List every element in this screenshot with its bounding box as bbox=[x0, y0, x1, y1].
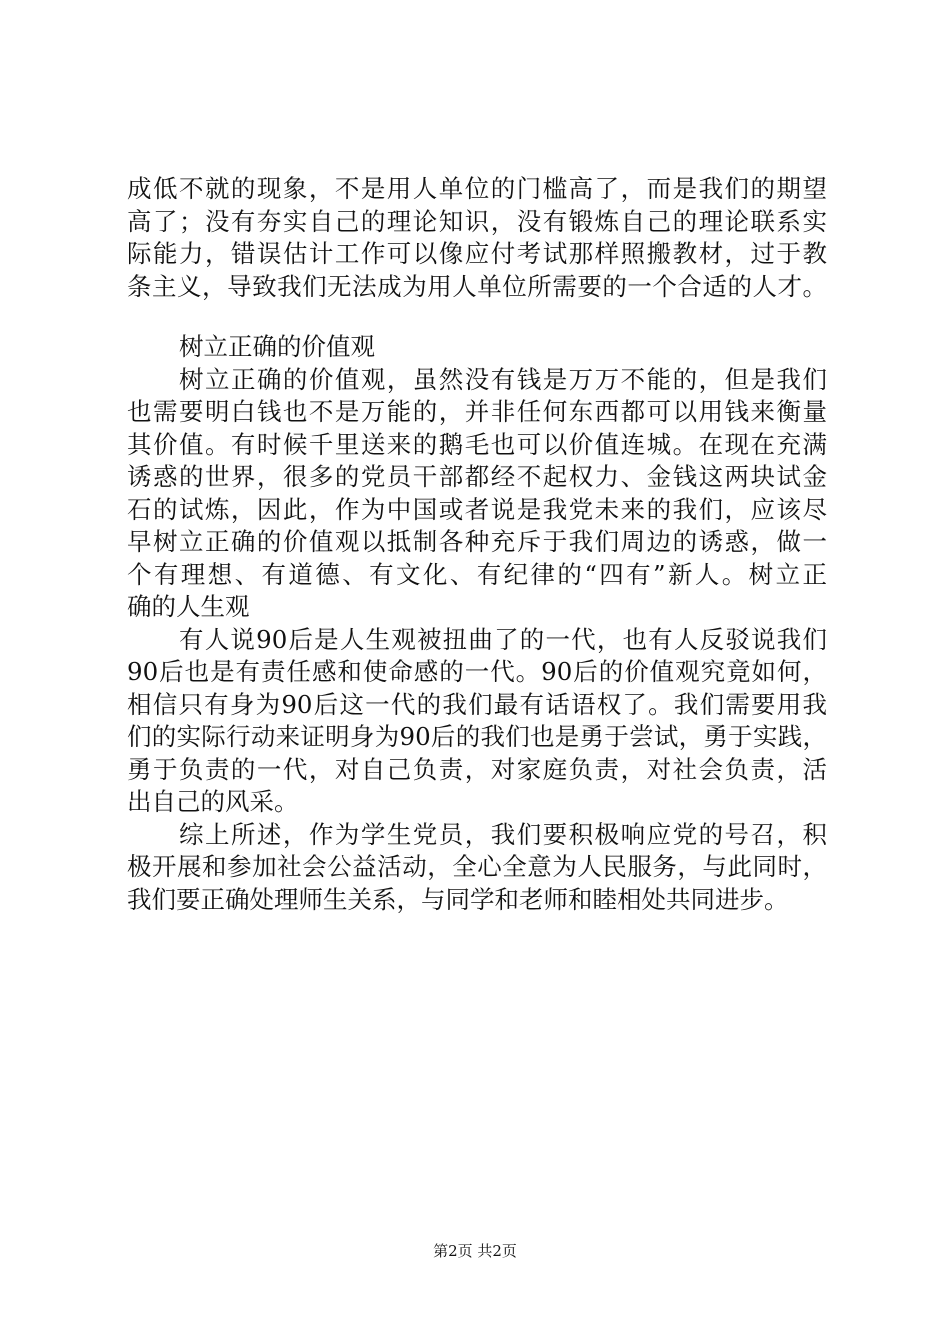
page-number-footer: 第2页 共2页 bbox=[433, 1242, 517, 1260]
text-line: 我们要正确处理师生关系，与同学和老师和睦相处共同进步。 bbox=[127, 884, 789, 914]
text-line: 个有理想、有道德、有文化、有纪律的“四有”新人。树立正 bbox=[127, 559, 827, 589]
text-line: 诱惑的世界，很多的党员干部都经不起权力、金钱这两块试金 bbox=[127, 462, 827, 491]
paragraph-values bbox=[127, 364, 827, 624]
document-body bbox=[127, 173, 827, 916]
text-line: 综上所述，作为学生党员，我们要积极响应党的号召，积 bbox=[179, 819, 827, 849]
section-heading-values bbox=[127, 331, 827, 364]
paragraph-conclusion bbox=[127, 819, 827, 917]
section-heading: 树立正确的价值观 bbox=[179, 332, 375, 361]
text-line: 条主义，导致我们无法成为用人单位所需要的一个合适的人才。 bbox=[127, 271, 827, 301]
text-line: 成低不就的现象，不是用人单位的门槛高了，而是我们的期望 bbox=[127, 174, 827, 203]
text-line: 早树立正确的价值观以抵制各种充斥于我们周边的诱惑，做一 bbox=[127, 527, 827, 556]
text-line: 也需要明白钱也不是万能的，并非任何东西都可以用钱来衡量 bbox=[127, 397, 827, 426]
text-line: 确的人生观 bbox=[127, 592, 250, 621]
text-line: 90后也是有责任感和使命感的一代。90后的价值观究竟如何， bbox=[127, 657, 827, 686]
text-line: 高了；没有夯实自己的理论知识，没有锻炼自己的理论联系实 bbox=[127, 206, 827, 236]
text-line: 出自己的风采。 bbox=[127, 787, 299, 816]
paragraph-job-expectations bbox=[127, 173, 827, 303]
paragraph-gap bbox=[127, 303, 827, 331]
text-line: 极开展和参加社会公益活动，全心全意为人民服务，与此同时， bbox=[127, 852, 827, 881]
text-line: 树立正确的价值观，虽然没有钱是万万不能的，但是我们 bbox=[179, 364, 827, 394]
text-line: 际能力，错误估计工作可以像应付考试那样照搬教材，过于教 bbox=[127, 239, 827, 268]
text-line: 相信只有身为90后这一代的我们最有话语权了。我们需要用我 bbox=[127, 689, 827, 719]
text-line: 其价值。有时候千里送来的鹅毛也可以价值连城。在现在充满 bbox=[127, 429, 827, 459]
text-line: 们的实际行动来证明身为90后的我们也是勇于尝试，勇于实践， bbox=[127, 722, 827, 751]
text-line: 石的试炼，因此，作为中国或者说是我党未来的我们，应该尽 bbox=[127, 494, 827, 524]
paragraph-post-90s bbox=[127, 624, 827, 819]
text-line: 勇于负责的一代，对自己负责，对家庭负责，对社会负责，活 bbox=[127, 754, 827, 784]
text-line: 有人说90后是人生观被扭曲了的一代，也有人反驳说我们 bbox=[179, 624, 827, 654]
